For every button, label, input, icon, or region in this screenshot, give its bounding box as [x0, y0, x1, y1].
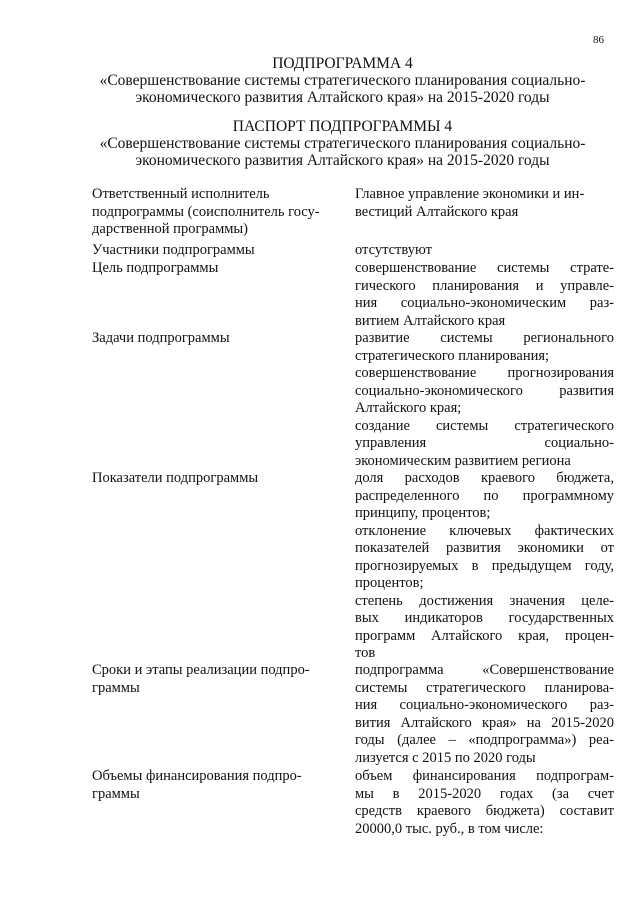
- value-line: распределенного по программному: [355, 487, 614, 504]
- value-line: показателей развития экономики от: [355, 540, 614, 556]
- passport-subtitle-line-1: «Совершенствование системы стратегического планирования социально-: [99, 135, 586, 152]
- value-line: стратегического планирования;: [355, 347, 550, 364]
- value-line: отсутствуют: [355, 242, 432, 258]
- value-line: процентов;: [355, 575, 424, 591]
- label-line: подпрограммы (соисполнитель госу-: [92, 203, 320, 220]
- row-value: [355, 470, 614, 663]
- value-line: Алтайского края;: [355, 400, 462, 416]
- value-line: программ Алтайского края, процен-: [355, 627, 614, 644]
- value-line: средств краевого бюджета) составит: [355, 803, 614, 819]
- value-line: мы в 2015-2020 годах (за счет: [355, 785, 614, 802]
- label-line: граммы: [92, 785, 140, 802]
- value-line: создание системы стратегического: [355, 417, 614, 434]
- row-value: [355, 260, 614, 330]
- value-line: принципу, процентов;: [355, 505, 491, 521]
- row-label: [92, 242, 337, 260]
- value-line: витием Алтайского края: [355, 312, 506, 329]
- value-line: ния социально-экономического раз-: [355, 697, 614, 713]
- row-label: [92, 662, 337, 697]
- row-value: [355, 330, 614, 470]
- value-line: степень достижения значения целе-: [355, 592, 614, 609]
- label-line: дарственной программы): [92, 221, 249, 237]
- value-line: годы (далее – «подпрограмма») реа-: [355, 732, 614, 748]
- row-label: [92, 260, 337, 278]
- passport-heading: [60, 118, 625, 169]
- subprogram-heading: [60, 55, 625, 106]
- label-line: Цель подпрограммы: [92, 260, 219, 276]
- row-label: [92, 330, 337, 348]
- label-line: Объемы финансирования подпро-: [92, 768, 302, 784]
- value-line: 20000,0 тыс. руб., в том числе:: [355, 820, 544, 837]
- row-label: [92, 470, 337, 488]
- row-value: [355, 662, 614, 767]
- row-value: [355, 768, 614, 838]
- value-line: развитие системы регионального: [355, 330, 614, 346]
- value-line: гического планирования и управле-: [355, 277, 614, 294]
- value-line: прогнозируемых в предыдущем году,: [355, 557, 614, 574]
- value-line: ния социально-экономическим раз-: [355, 295, 614, 311]
- label-line: Сроки и этапы реализации подпро-: [92, 662, 310, 678]
- label-line: Задачи подпрограммы: [92, 330, 230, 346]
- value-line: совершенствование прогнозирования: [355, 365, 614, 381]
- subprogram-title: ПОДПРОГРАММА 4: [272, 55, 413, 72]
- row-value: [355, 186, 614, 221]
- page-number: 86: [593, 34, 604, 46]
- value-line: экономическим развитием региона: [355, 452, 571, 469]
- row-label: [92, 186, 337, 239]
- passport-subtitle-line-2: экономического развития Алтайского края» на 2015-2020 годы: [135, 152, 550, 169]
- value-line: подпрограмма «Совершенствование: [355, 662, 614, 678]
- label-line: граммы: [92, 679, 140, 696]
- row-label: [92, 768, 337, 803]
- value-line: объем финансирования подпрограм-: [355, 768, 614, 784]
- value-line: Главное управление экономики и ин-: [355, 186, 585, 202]
- label-line: Показатели подпрограммы: [92, 470, 259, 486]
- passport-title: ПАСПОРТ ПОДПРОГРАММЫ 4: [232, 118, 453, 135]
- label-line: Ответственный исполнитель: [92, 186, 270, 202]
- value-line: вых индикаторов государственных: [355, 610, 614, 626]
- value-line: управления социально-: [355, 435, 614, 451]
- value-line: отклонение ключевых фактических: [355, 522, 614, 539]
- value-line: лизуется с 2015 по 2020 годы: [355, 749, 536, 766]
- value-line: вития Алтайского края» на 2015-2020: [355, 714, 614, 731]
- subprogram-subtitle-line-1: «Совершенствование системы стратегического планирования социально-: [99, 72, 586, 89]
- value-line: вестиций Алтайского края: [355, 203, 519, 220]
- value-line: социально-экономического развития: [355, 382, 614, 399]
- label-line: Участники подпрограммы: [92, 242, 255, 258]
- value-line: совершенствование системы страте-: [355, 260, 614, 276]
- value-line: тов: [355, 645, 376, 661]
- value-line: доля расходов краевого бюджета,: [355, 470, 614, 486]
- row-value: [355, 242, 614, 260]
- value-line: системы стратегического планирова-: [355, 679, 614, 696]
- subprogram-subtitle-line-2: экономического развития Алтайского края» на 2015-2020 годы: [135, 89, 550, 106]
